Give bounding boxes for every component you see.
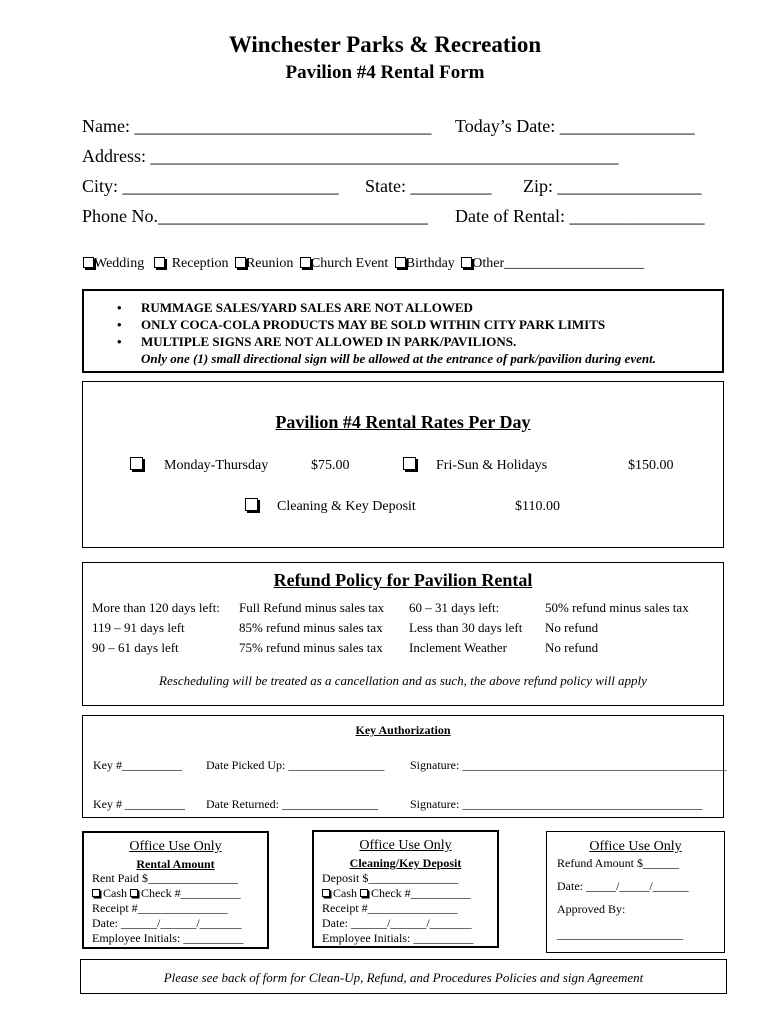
date-picked-up-field[interactable]: Date Picked Up: ________________ <box>206 758 385 772</box>
weekend-label: Fri-Sun & Holidays <box>436 458 548 473</box>
date-field[interactable]: Date: ______/______/_______ <box>92 916 242 930</box>
payment-method-row <box>92 886 241 901</box>
reunion-checkbox[interactable]: Reunion <box>235 256 293 271</box>
office-title: Office Use Only <box>589 839 682 854</box>
footer-note: Please see back of form for Clean-Up, Refund, and Procedures Policies and sign Agreement <box>163 970 644 985</box>
weekday-price: $75.00 <box>311 458 350 473</box>
rates-title: Pavilion #4 Rental Rates Per Day <box>275 412 531 432</box>
refund-cell: Inclement Weather <box>409 640 507 655</box>
check-checkbox[interactable]: Check #__________ <box>360 886 471 900</box>
approved-by-line[interactable]: _____________________ <box>557 927 683 941</box>
checkbox-icon <box>300 257 311 268</box>
office-title: Office Use Only <box>129 839 222 854</box>
date-returned-field[interactable]: Date Returned: ________________ <box>206 797 378 811</box>
checkbox-icon <box>395 257 406 268</box>
other-checkbox[interactable]: Other____________________ <box>461 256 644 271</box>
deposit-price: $110.00 <box>515 499 560 514</box>
checkbox-icon <box>154 257 165 268</box>
receipt-field[interactable]: Receipt #_______________ <box>92 901 228 915</box>
refund-cell: 119 – 91 days left <box>92 620 185 635</box>
refund-cell: Full Refund minus sales tax <box>239 600 385 615</box>
checkbox-icon <box>322 889 330 897</box>
birthday-checkbox[interactable]: Birthday <box>395 256 455 271</box>
office-subtitle: Rental Amount <box>136 857 215 871</box>
refund-cell: No refund <box>545 620 599 635</box>
refund-cell: More than 120 days left: <box>92 600 220 615</box>
checkbox-icon <box>235 257 246 268</box>
cash-checkbox[interactable]: Cash <box>92 886 127 900</box>
checkbox-icon <box>245 498 258 511</box>
rule-note: Only one (1) small directional sign will be allowed at the entrance of park/pavilion during event. <box>141 351 656 366</box>
page-title: Winchester Parks & Recreation <box>228 32 542 57</box>
key-number-field[interactable]: Key #__________ <box>93 758 182 772</box>
reception-checkbox[interactable]: Reception <box>154 256 229 271</box>
deposit-field[interactable]: Deposit $_______________ <box>322 871 459 885</box>
date-of-rental-field[interactable]: Date of Rental: _______________ <box>455 206 705 226</box>
checkbox-icon <box>461 257 472 268</box>
payment-method-row <box>322 886 471 901</box>
refund-cell: 60 – 31 days left: <box>409 600 500 615</box>
checkbox-icon <box>360 889 368 897</box>
key-number-return-field[interactable]: Key # __________ <box>93 797 185 811</box>
office-title: Office Use Only <box>359 838 452 853</box>
deposit-label: Cleaning & Key Deposit <box>277 499 416 514</box>
rule-item: • RUMMAGE SALES/YARD SALES ARE NOT ALLOWED <box>117 300 473 315</box>
checkbox-icon <box>83 257 94 268</box>
weekday-label: Monday-Thursday <box>164 458 269 473</box>
state-field[interactable]: State: _________ <box>365 176 492 196</box>
date-field[interactable]: Date: _____/_____/______ <box>557 879 689 893</box>
return-signature-field[interactable]: Signature: ________________________________________ <box>410 797 703 811</box>
key-auth-title: Key Authorization <box>355 723 451 737</box>
address-field[interactable]: Address: ____________________________________________________ <box>82 146 619 166</box>
checkbox-icon <box>92 889 100 897</box>
signature-field[interactable]: Signature: ____________________________________________ <box>410 758 727 772</box>
refund-cell: No refund <box>545 640 599 655</box>
rent-paid-field[interactable]: Rent Paid $_______________ <box>92 871 238 885</box>
phone-field[interactable]: Phone No.______________________________ <box>82 206 428 226</box>
event-type-row <box>83 256 644 272</box>
zip-field[interactable]: Zip: ________________ <box>523 176 702 196</box>
rule-item: • ONLY COCA-COLA PRODUCTS MAY BE SOLD WITHIN CITY PARK LIMITS <box>117 317 606 332</box>
checkbox-icon <box>403 457 416 470</box>
deposit-checkbox[interactable] <box>245 497 258 515</box>
refund-cell: 90 – 61 days left <box>92 640 179 655</box>
refund-title: Refund Policy for Pavilion Rental <box>273 570 533 590</box>
receipt-field[interactable]: Receipt #_______________ <box>322 901 458 915</box>
refund-cell: 75% refund minus sales tax <box>239 640 383 655</box>
refund-amount-field[interactable]: Refund Amount $______ <box>557 856 679 870</box>
weekend-checkbox[interactable] <box>403 456 416 474</box>
office-subtitle: Cleaning/Key Deposit <box>349 856 462 870</box>
refund-cell: Less than 30 days left <box>409 620 523 635</box>
employee-initials-field[interactable]: Employee Initials: __________ <box>92 931 244 945</box>
weekend-price: $150.00 <box>628 458 674 473</box>
cash-checkbox[interactable]: Cash <box>322 886 357 900</box>
checkbox-icon <box>130 889 138 897</box>
church-event-checkbox[interactable]: Church Event <box>300 256 388 271</box>
name-field[interactable]: Name: _________________________________ <box>82 116 432 136</box>
refund-cell: 85% refund minus sales tax <box>239 620 383 635</box>
approved-by-label: Approved By: <box>557 902 626 916</box>
refund-cell: 50% refund minus sales tax <box>545 600 689 615</box>
todays-date-field[interactable]: Today’s Date: _______________ <box>455 116 695 136</box>
check-checkbox[interactable]: Check #__________ <box>130 886 241 900</box>
weekday-checkbox[interactable] <box>130 456 143 474</box>
page-subtitle: Pavilion #4 Rental Form <box>285 62 485 83</box>
refund-note: Rescheduling will be treated as a cancellation and as such, the above refund policy will apply <box>159 673 647 688</box>
city-field[interactable]: City: ________________________ <box>82 176 339 196</box>
employee-initials-field[interactable]: Employee Initials: __________ <box>322 931 474 945</box>
rules-box <box>82 289 724 373</box>
rule-item: • MULTIPLE SIGNS ARE NOT ALLOWED IN PARK/PAVILIONS. <box>117 334 517 349</box>
checkbox-icon <box>130 457 143 470</box>
date-field[interactable]: Date: ______/______/_______ <box>322 916 472 930</box>
wedding-checkbox[interactable]: Wedding <box>83 256 144 271</box>
